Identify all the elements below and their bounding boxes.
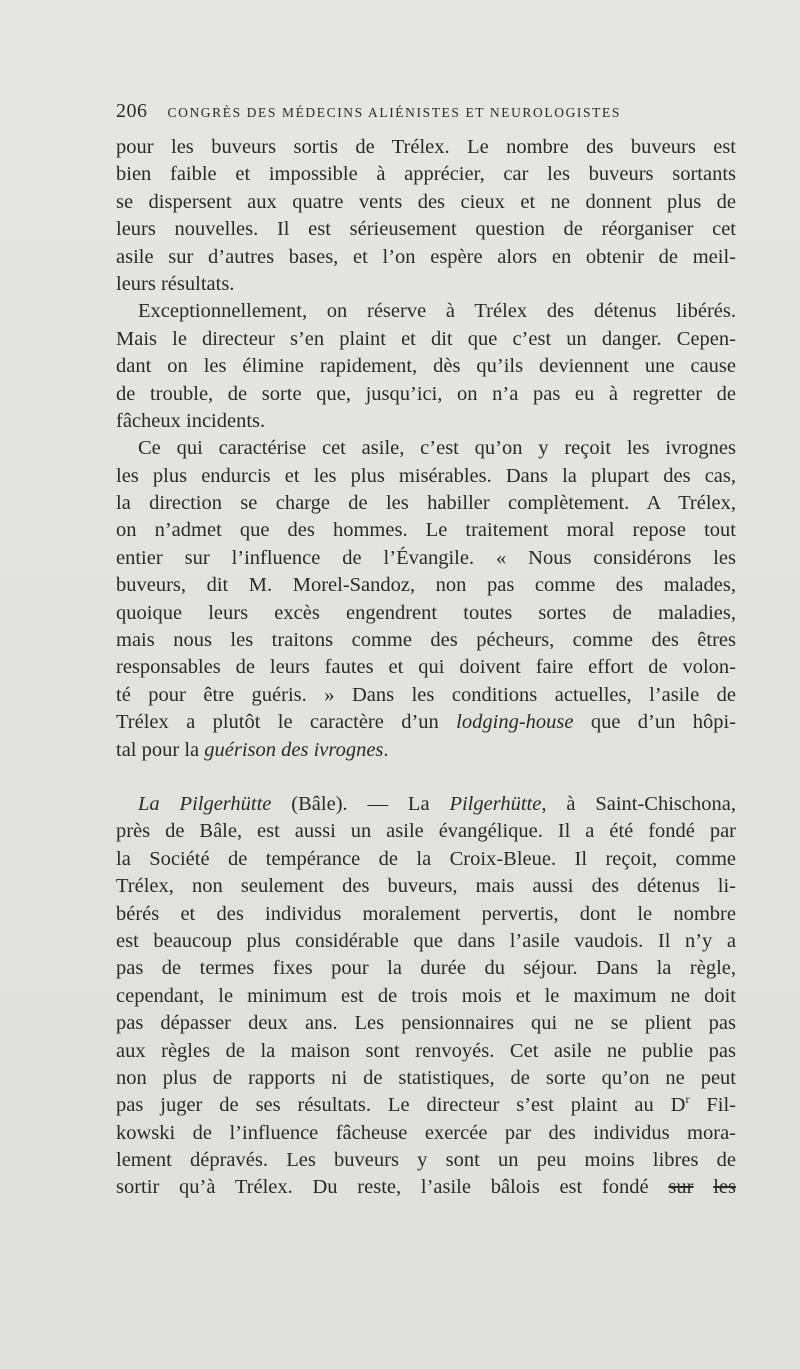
text-line: les plus endurcis et les plus misérables. Dans la plupart des cas, xyxy=(116,464,736,487)
text-line: se dispersent aux quatre vents des cieux et ne donnent plus de xyxy=(116,190,736,213)
text-fragment: pas juger de ses résultats. Le directeur s’est plaint au xyxy=(116,1094,654,1117)
text-line: fâcheux incidents. xyxy=(116,409,266,432)
text-line: pas dépasser deux ans. Les pensionnaires qui ne se plient pas xyxy=(116,1012,736,1035)
text-line: Mais le directeur s’en plaint et dit que c’est un danger. Cepen- xyxy=(116,327,736,350)
text-line: pas de termes fixes pour la durée du séjour. Dans la règle, xyxy=(116,957,736,980)
text-line: responsables de leurs fautes et qui doivent faire effort de volon- xyxy=(116,656,736,679)
text-line: la direction se charge de les habiller complètement. A Trélex, xyxy=(116,492,736,515)
text-fragment: , à Saint-Chischona, xyxy=(541,792,736,815)
text-line: la Société de tempérance de la Croix-Bleue. Il reçoit, comme xyxy=(116,847,736,870)
running-title: CONGRÈS DES MÉDECINS ALIÉNISTES ET NEUROLOGISTES xyxy=(167,105,621,120)
doctor-abbreviation: D xyxy=(670,1094,686,1117)
text-line: buveurs, dit M. Morel-Sandoz, non pas comme des malades, xyxy=(116,574,736,597)
text-line: leurs nouvelles. Il est sérieusement question de réorganiser cet xyxy=(116,218,736,241)
text-line: de trouble, de sorte que, jusqu’ici, on n’a pas eu à regretter de xyxy=(116,382,736,405)
text-line: cependant, le minimum est de trois mois et le maximum ne doit xyxy=(116,984,736,1007)
text-fragment: (Bâle). — La xyxy=(271,792,450,815)
superscript: r xyxy=(685,1092,690,1107)
text-line: lement dépravés. Les buveurs y sont un peu moins libres de xyxy=(116,1149,736,1172)
text-line: pour les buveurs sortis de Trélex. Le nombre des buveurs est xyxy=(116,136,736,158)
body-text xyxy=(116,134,736,1202)
text-line xyxy=(116,709,736,736)
struck-word: les xyxy=(713,1176,736,1199)
text-line: asile sur d’autres bases, et l’on espère alors en obtenir de meil- xyxy=(116,245,736,268)
text-fragment: Fil- xyxy=(689,1094,736,1117)
text-line: quoique leurs excès engendrent toutes sortes de maladies, xyxy=(116,601,736,624)
text-line: près de Bâle, est aussi un asile évangélique. Il a été fondé par xyxy=(116,820,736,843)
section-heading-line xyxy=(116,791,736,818)
text-line xyxy=(116,1174,736,1201)
text-line: bérés et des individus moralement pervertis, dont le nombre xyxy=(116,902,736,925)
text-fragment: que d’un hôpi- xyxy=(573,711,736,734)
text-line: Ce qui caractérise cet asile, c’est qu’on y reçoit les ivrognes xyxy=(138,437,736,460)
running-head xyxy=(116,100,736,130)
italic-term: Pilgerhütte xyxy=(449,792,542,815)
text-fragment: Trélex a plutôt le caractère d’un xyxy=(116,711,457,734)
text-line: leurs résultats. xyxy=(116,272,235,295)
section-heading: La Pilgerhütte xyxy=(138,792,272,815)
text-line: non plus de rapports ni de statistiques, de sorte qu’on ne peut xyxy=(116,1066,736,1089)
text-line: Trélex, non seulement des buveurs, mais aussi des détenus li- xyxy=(116,875,736,898)
text-line: entier sur l’influence de l’Évangile. « Nous considérons les xyxy=(116,546,736,569)
text-line: est beaucoup plus considérable que dans l’asile vaudois. Il n’y a xyxy=(116,929,736,952)
text-fragment: tal pour la xyxy=(116,738,205,761)
text-line: aux règles de la maison sont renvoyés. Cet asile ne publie pas xyxy=(116,1039,736,1062)
italic-term: lodging-house xyxy=(456,711,574,734)
text-line: mais nous les traitons comme des pécheurs, comme des êtres xyxy=(116,629,736,652)
text-line: on n’admet que des hommes. Le traitement moral repose tout xyxy=(116,519,736,542)
text-fragment xyxy=(693,1176,713,1198)
text-fragment: . xyxy=(383,738,389,761)
text-line xyxy=(116,1092,736,1119)
struck-word: sur xyxy=(668,1176,694,1199)
text-fragment: sortir qu’à Trélex. Du reste, l’asile bâlois est fondé xyxy=(116,1176,669,1199)
section-gap xyxy=(116,764,736,791)
text-line xyxy=(116,737,736,764)
text-line: kowski de l’influence fâcheuse exercée par des individus mora- xyxy=(116,1121,736,1144)
italic-term: guérison des ivrognes xyxy=(204,738,384,761)
page-number: 206 xyxy=(116,100,148,122)
text-line: dant on les élimine rapidement, dès qu’ils deviennent une cause xyxy=(116,355,736,378)
text-line: bien faible et impossible à apprécier, car les buveurs sortants xyxy=(116,163,736,186)
text-line: Exceptionnellement, on réserve à Trélex des détenus libérés. xyxy=(138,300,736,323)
text-line: té pour être guéris. » Dans les conditions actuelles, l’asile de xyxy=(116,683,736,706)
